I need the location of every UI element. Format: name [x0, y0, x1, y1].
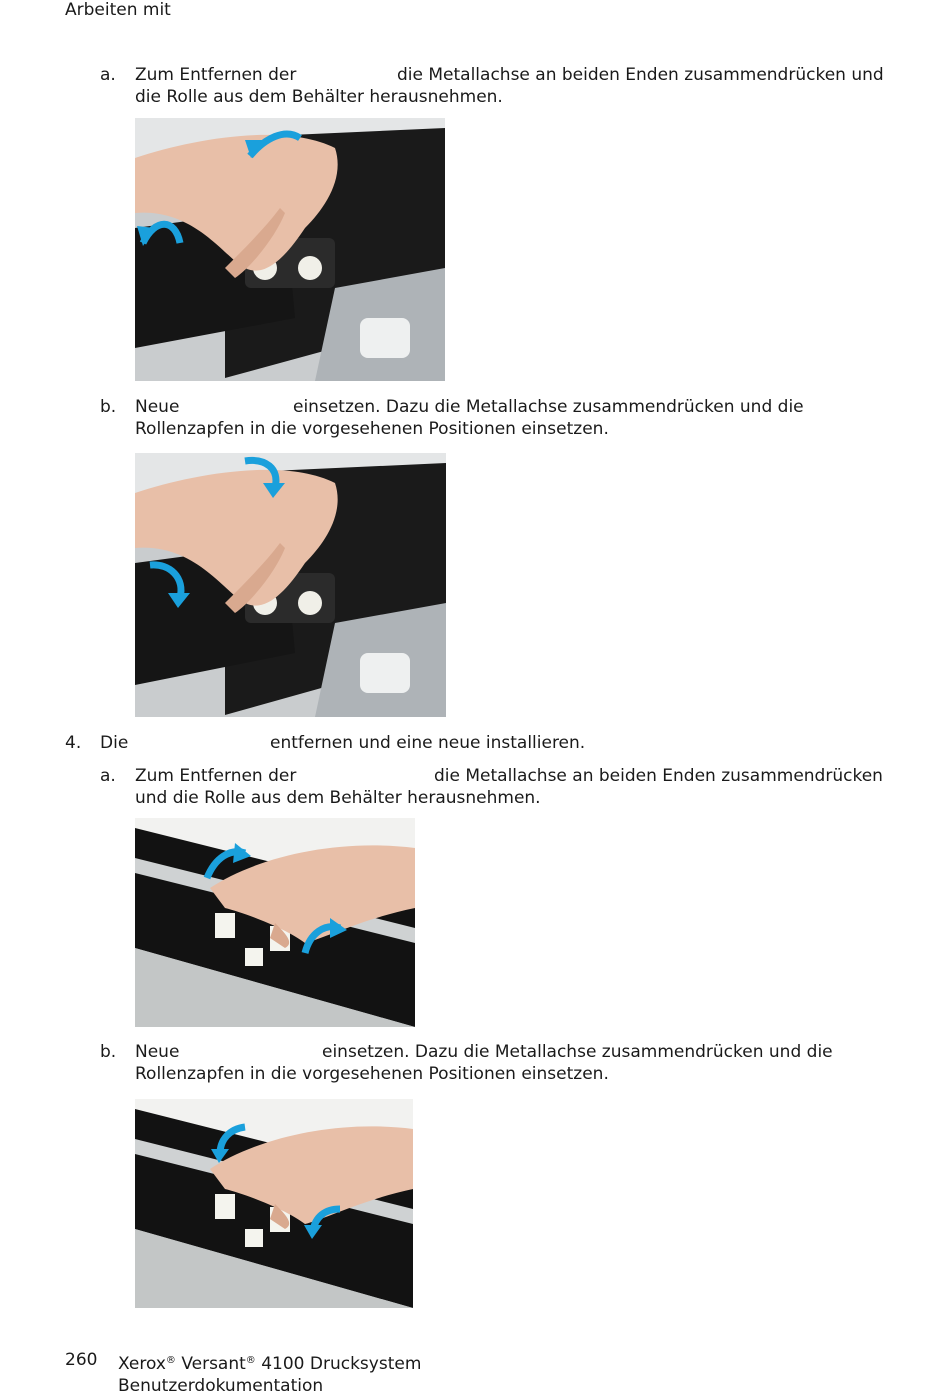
photo-insert-feed-roll-tray [135, 453, 446, 717]
page-number: 260 [65, 1350, 98, 1370]
step-4b-text-start: Neue [135, 1042, 180, 1062]
step-marker-3a: a. [100, 65, 116, 85]
step-4b-text-end: einsetzen. Dazu die Metallachse zusammendrücken und die [322, 1042, 833, 1062]
step-3b-text-end: einsetzen. Dazu die Metallachse zusammendrücken und die [293, 397, 804, 417]
step-3a-text-end: die Metallachse an beiden Enden zusammendrücken und [397, 65, 884, 85]
footer-doc-title: Benutzerdokumentation [118, 1376, 324, 1396]
photo-remove-feed-roll-tray [135, 118, 445, 381]
step-marker-4a: a. [100, 766, 116, 786]
step-4a-text-line2: und die Rolle aus dem Behälter herausnehmen. [135, 788, 541, 808]
registered-mark: ® [165, 1355, 176, 1366]
step-marker-4b: b. [100, 1042, 117, 1062]
footer-product: Versant [181, 1354, 246, 1374]
photo-insert-retard-roll [135, 1099, 413, 1308]
running-header: Arbeiten mit [65, 0, 171, 20]
step-3a-text-line2: die Rolle aus dem Behälter herausnehmen. [135, 87, 503, 107]
footer-model: 4100 Drucksystem [261, 1354, 422, 1374]
registered-mark: ® [245, 1355, 256, 1366]
step-marker-4: 4. [65, 733, 82, 753]
step-3b-text-start: Neue [135, 397, 180, 417]
step-3b-text-line2: Rollenzapfen in die vorgesehenen Positionen einsetzen. [135, 419, 609, 439]
step-4-text-start: Die [100, 733, 129, 753]
footer-product-line [118, 1350, 421, 1375]
step-3a-text-start: Zum Entfernen der [135, 65, 297, 85]
step-4b-text-line2: Rollenzapfen in die vorgesehenen Positionen einsetzen. [135, 1064, 609, 1084]
step-4a-text-end: die Metallachse an beiden Enden zusammendrücken [434, 766, 883, 786]
photo-remove-retard-roll [135, 818, 415, 1027]
step-4-text-end: entfernen und eine neue installieren. [270, 733, 586, 753]
step-marker-3b: b. [100, 397, 117, 417]
footer-brand: Xerox [118, 1354, 166, 1374]
step-4a-text-start: Zum Entfernen der [135, 766, 297, 786]
footer-document-title [118, 1350, 421, 1397]
